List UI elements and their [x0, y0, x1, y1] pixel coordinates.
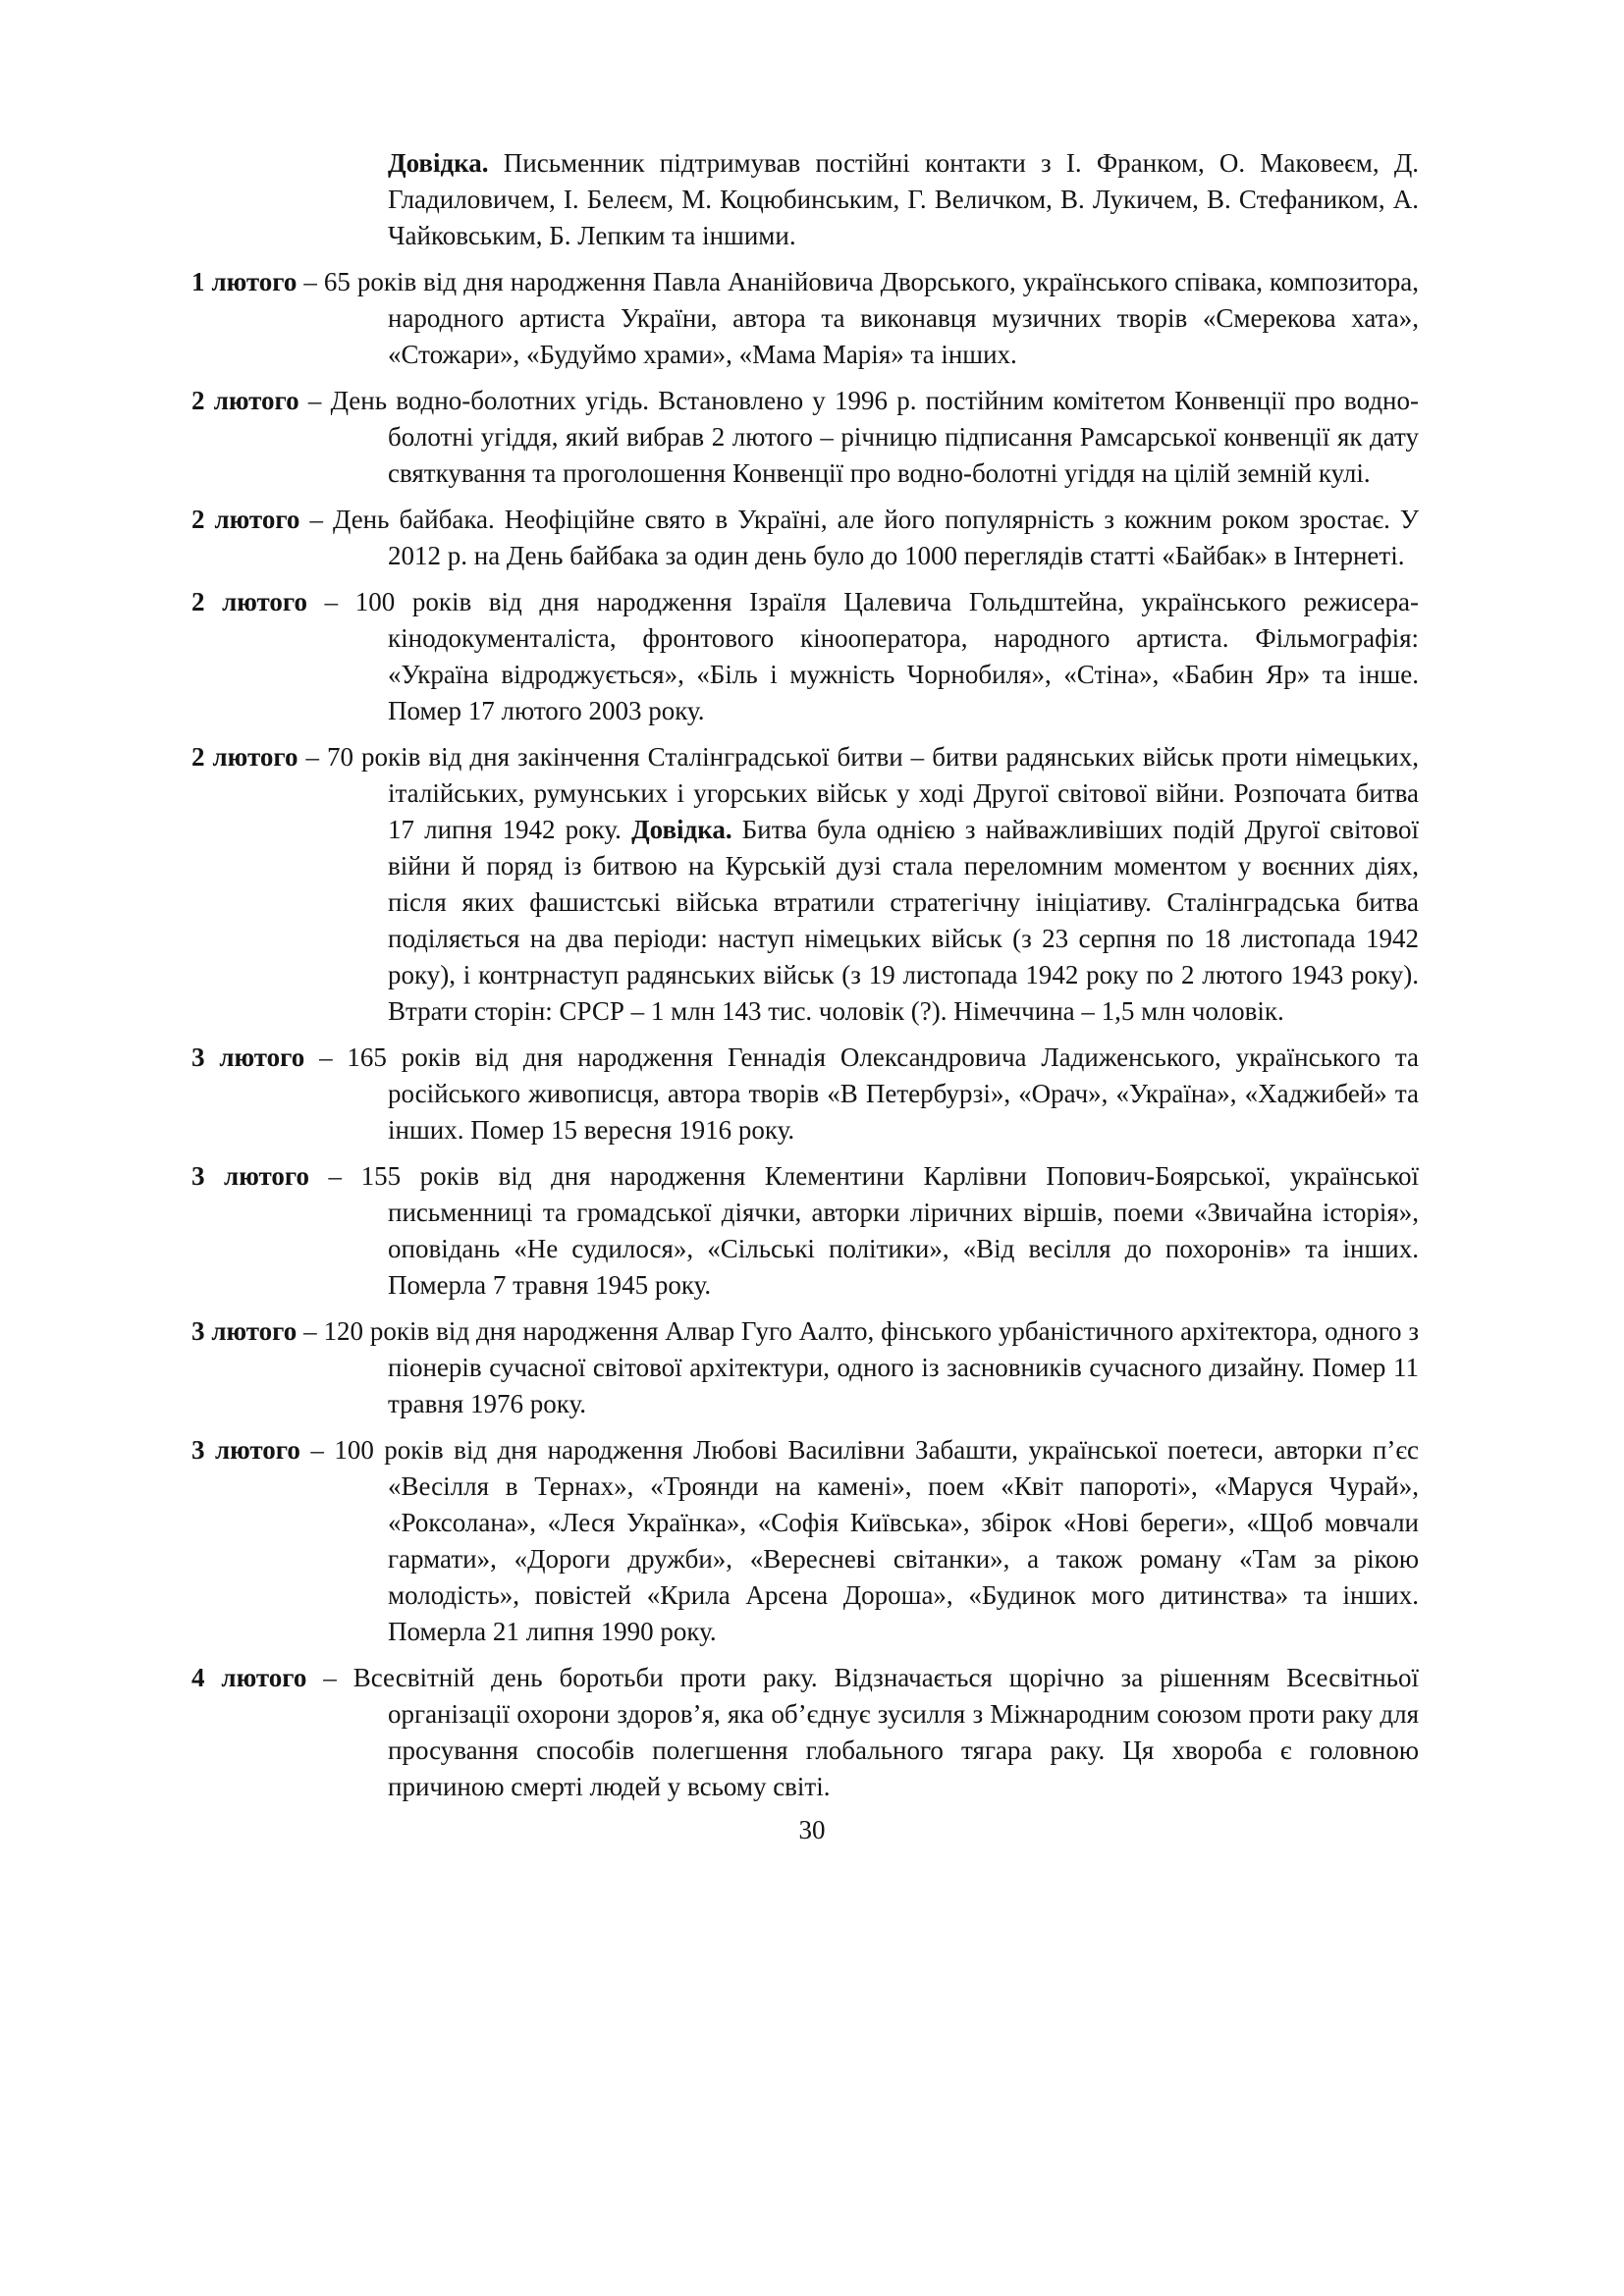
entry-note-text: Битва була однією з найважливіших подій Другої світової війни й поряд із битвою на Курській дузі стала переломним моментом у воєнних діях, після яких фашистські війська втратили стратегічну ініціативу. Сталінградська битва поділяється на два періоди: наступ німецьких військ (з 23 серпня по 18 листопада 1942 року), і контрнаступ радянських військ (з 19 листопада 1942 року по 2 лютого 1943 року). Втрати сторін: СРСР – 1 млн 143 тис. чоловік (?). Німеччина – 1,5 млн чоловік. — [388, 815, 1419, 1026]
entry-date: 2 лютого — [191, 587, 308, 616]
entry-date: 3 лютого — [191, 1316, 298, 1346]
calendar-entry — [191, 1158, 1419, 1304]
calendar-entry — [191, 264, 1419, 373]
entry-text: – 120 років від дня народження Алвар Гуго Аалто, фінського урбаністичного архітектора, одного з піонерів сучасної світової архітектури, одного із засновників сучасного дизайну. Помер 11 травня 1976 року. — [297, 1316, 1419, 1418]
entry-text: – Всесвітній день боротьби проти раку. Відзначається щорічно за рішенням Всесвітньої організації охорони здоров’я, яка об’єднує зусилля з Міжнародним союзом проти раку для просування способів полегшення глобального тягара раку. Ця хвороба є головною причиною смерті людей у всьому світі. — [306, 1663, 1419, 1801]
entry-date: 4 лютого — [191, 1663, 307, 1692]
calendar-entry — [191, 383, 1419, 492]
entry-text: – 165 років від дня народження Геннадія Олександровича Ладиженського, українського та російського живописця, автора творів «В Петербурзі», «Орач», «Україна», «Хаджибей» та інших. Помер 15 вересня 1916 року. — [304, 1042, 1419, 1145]
reference-label: Довідка. — [388, 148, 489, 178]
entry-text: – 155 років від дня народження Клементини Карлівни Попович-Боярської, української письменниці та громадської діячки, авторки ліричних віршів, поеми «Звичайна історія», оповідань «Не судилося», «Сільські політики», «Від весілля до похоронів» та інших. Померла 7 травня 1945 року. — [308, 1161, 1420, 1300]
calendar-entry — [191, 1313, 1419, 1422]
entry-text: – 100 років від дня народження Любові Василівни Забашти, української поетеси, авторки п’єс «Весілля в Тернах», «Троянди на камені», поем «Квіт папороті», «Маруся Чурай», «Роксолана», «Леся Українка», «Софія Київська», збірок «Нові береги», «Щоб мовчали гармати», «Дороги дружби», «Вересневі світанки», а також роману «Там за рікою молодість», повістей «Крила Арсена Дороша», «Будинок мого дитинства» та інших. Померла 21 липня 1990 року. — [299, 1435, 1420, 1646]
calendar-entry — [191, 739, 1419, 1030]
page-number: 30 — [798, 1815, 826, 1844]
reference-text: Письменник підтримував постійні контакти з І. Франком, О. Маковеєм, Д. Гладиловичем, І. Белеєм, М. Коцюбинським, Г. Величком, В. Лукичем, В. Стефаником, А. Чайковським, Б. Лепким та іншими. — [388, 148, 1419, 250]
entry-text: – 100 років від дня народження Ізраїля Цалевича Гольдштейна, українського режисера-кінодокументаліста, фронтового кінооператора, народного артиста. Фільмографія: «Україна відроджується», «Біль і мужність Чорнобиля», «Стіна», «Бабин Яр» та інше. Помер 17 лютого 2003 року. — [307, 587, 1420, 725]
entry-text: – День водно-болотних угідь. Встановлено у 1996 р. постійним комітетом Конвенції про водно-болотні угіддя, який вибрав 2 лютого – річницю підписання Рамсарської конвенції як дату святкування та проголошення Конвенції про водно-болотні угіддя на цілій земній кулі. — [298, 386, 1419, 488]
entry-date: 2 лютого — [191, 742, 298, 772]
entry-date: 2 лютого — [191, 505, 300, 534]
reference-note — [191, 145, 1419, 254]
entry-text: – День байбака. Неофіційне свято в Україні, але його популярність з кожним роком зростає. У 2012 р. на День байбака за один день було до 1000 переглядів статті «Байбак» в Інтернеті. — [299, 505, 1419, 570]
entry-date: 2 лютого — [191, 386, 299, 415]
calendar-entries — [191, 145, 1419, 1815]
entry-date: 3 лютого — [191, 1161, 309, 1191]
calendar-entry — [191, 1040, 1419, 1148]
calendar-entry — [191, 1432, 1419, 1650]
entry-date: 3 лютого — [191, 1435, 300, 1465]
calendar-entry — [191, 584, 1419, 729]
entry-text: – 65 років від дня народження Павла Ананійовича Дворського, українського співака, композитора, народного артиста України, автора та виконавця музичних творів «Смерекова хата», «Стожари», «Будуймо храми», «Мама Марія» та інших. — [297, 267, 1419, 369]
entry-date: 3 лютого — [191, 1042, 305, 1072]
calendar-entry — [191, 1660, 1419, 1805]
entry-date: 1 лютого — [191, 267, 298, 296]
calendar-entry — [191, 502, 1419, 574]
entry-note-label: Довідка. — [631, 815, 732, 844]
entry-text: – 70 років від дня закінчення Сталінградської битви – битви радянських військ проти німецьких, італійських, румунських і угорських військ у ході Другої світової війни. Розпочата битва 17 липня 1942 року. — [298, 742, 1419, 844]
